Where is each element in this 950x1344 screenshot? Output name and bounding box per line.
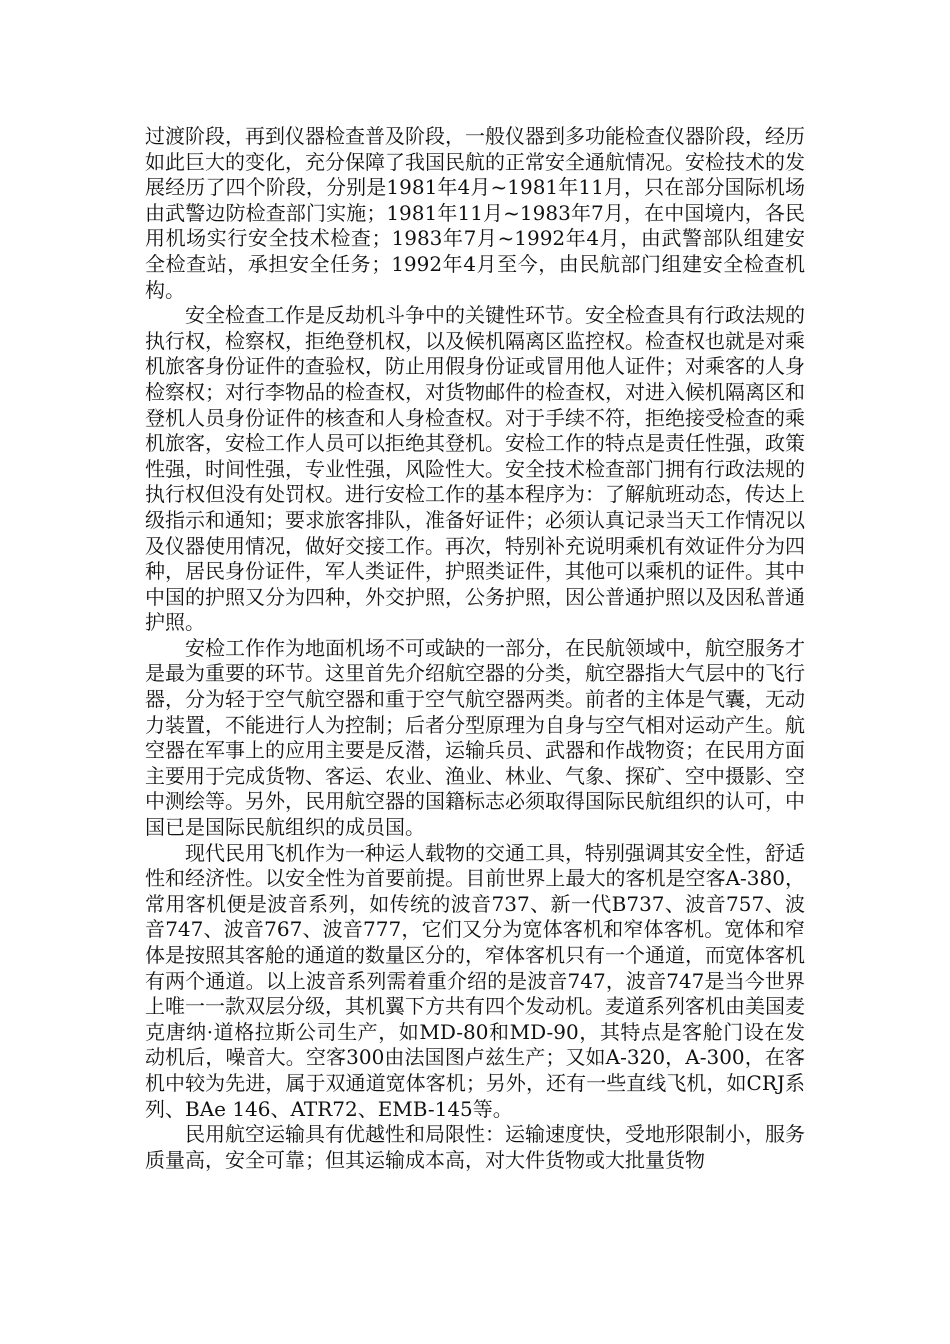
paragraph-2: 安全检查工作是反劫机斗争中的关键性环节。安全检查具有行政法规的执行权，检察权，拒绝登机权，以及候机隔离区监控权。检查权也就是对乘机旅客身份证件的查验权，防止用假身份证或冒用他人证件；对乘客的人身检察权；对行李物品的检查权，对货物邮件的检查权，对进入候机隔离区和登机人员身份证件的核查和人身检查权。对于手续不符，拒绝接受检查的乘机旅客，安检工作人员可以拒绝其登机。安检工作的特点是责任性强，政策性强，时间性强，专业性强，风险性大。安全技术检查部门拥有行政法规的执行权但没有处罚权。进行安检工作的基本程序为：了解航班动态，传达上级指示和通知；要求旅客排队，准备好证件；必须认真记录当天工作情况以及仪器使用情况，做好交接工作。再次，特别补充说明乘机有效证件分为四种，居民身份证件，军人类证件，护照类证件，其他可以乘机的证件。其中中国的护照又分为四种，外交护照，公务护照，因公普通护照以及因私普通护照。 bbox=[145, 303, 805, 635]
paragraph-5: 民用航空运输具有优越性和局限性：运输速度快，受地形限制小，服务质量高，安全可靠；但其运输成本高，对大件货物或大批量货物 bbox=[145, 1122, 805, 1172]
paragraph-1: 过渡阶段，再到仪器检查普及阶段，一般仪器到多功能检查仪器阶段，经历如此巨大的变化，充分保障了我国民航的正常安全通航情况。安检技术的发展经历了四个阶段，分别是1981年4月~1981年11月，只在部分国际机场由武警边防检查部门实施；1981年11月~1983年7月，在中国境内，各民用机场实行安全技术检查；1983年7月~1992年4月，由武警部队组建安全检查站，承担安全任务；1992年4月至今，由民航部门组建安全检查机构。 bbox=[145, 124, 805, 302]
document-body bbox=[145, 124, 805, 1173]
paragraph-3: 安检工作作为地面机场不可或缺的一部分，在民航领域中，航空服务才是最为重要的环节。这里首先介绍航空器的分类，航空器指大气层中的飞行器，分为轻于空气航空器和重于空气航空器两类。前者的主体是气囊，无动力装置，不能进行人为控制；后者分型原理为自身与空气相对运动产生。航空器在军事上的应用主要是反潜，运输兵员、武器和作战物资；在民用方面主要用于完成货物、客运、农业、渔业、林业、气象、探矿、空中摄影、空中测绘等。另外，民用航空器的国籍标志必须取得国际民航组织的认可，中国已是国际民航组织的成员国。 bbox=[145, 635, 805, 840]
paragraph-4: 现代民用飞机作为一种运人载物的交通工具，特别强调其安全性，舒适性和经济性。以安全性为首要前提。目前世界上最大的客机是空客A-380，常用客机便是波音系列，如传统的波音737、新一代B737、波音757、波音747、波音767、波音777，它们又分为宽体客机和窄体客机。宽体和窄体是按照其客舱的通道的数量区分的，窄体客机只有一个通道，而宽体客机有两个通道。以上波音系列需着重介绍的是波音747，波音747是当今世界上唯一一款双层分级，其机翼下方共有四个发动机。麦道系列客机由美国麦克唐纳·道格拉斯公司生产，如MD-80和MD-90，其特点是客舱门设在发动机后，噪音大。空客300由法国图卢兹生产；又如A-320，A-300，在客机中较为先进，属于双通道宽体客机；另外，还有一些直线飞机，如CRJ系列、BAe 146、ATR72、EMB-145等。 bbox=[145, 840, 805, 1121]
